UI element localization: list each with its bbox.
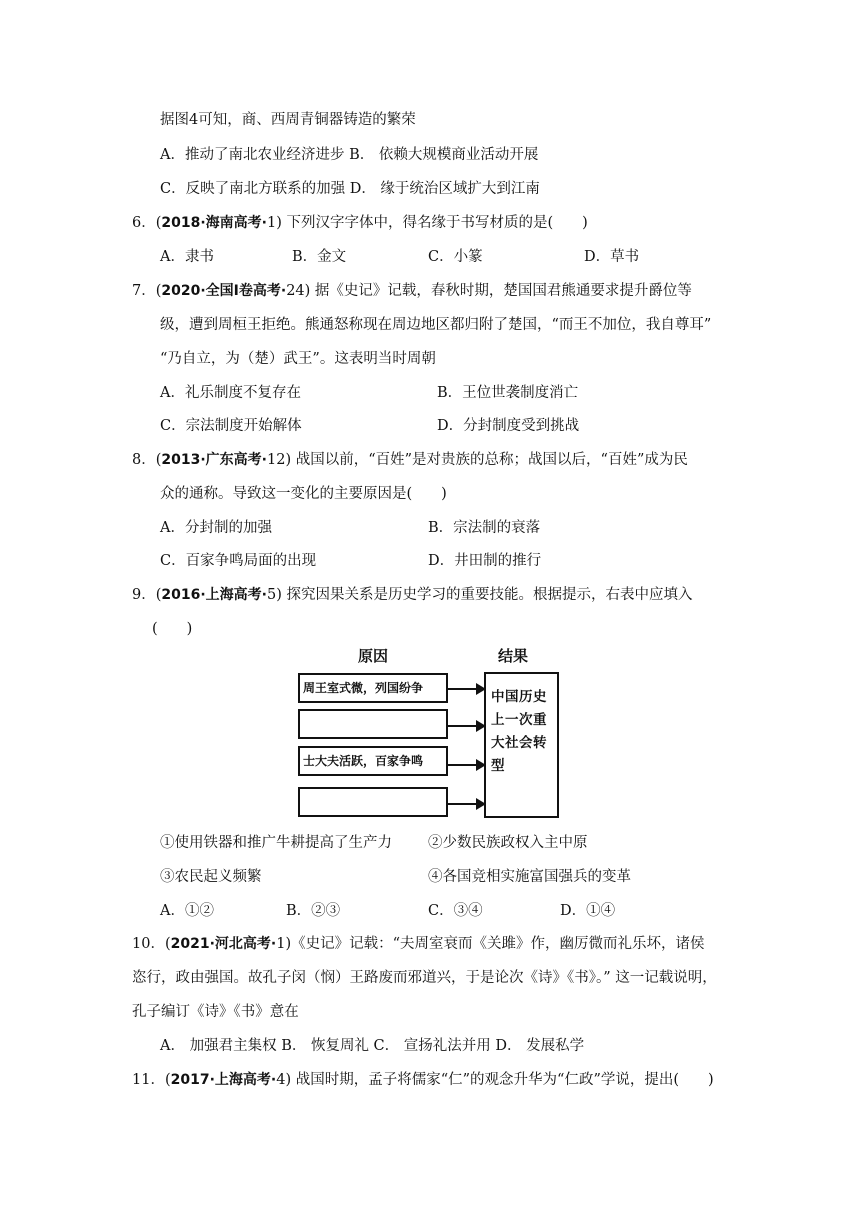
q7-stem: [132, 281, 692, 301]
cause-box-1: 周王室式微，列国纷争: [298, 673, 448, 703]
q9-number: 9．(: [132, 587, 162, 603]
q10-stem-text: 1)《史记》记载：“夫周室衰而《关雎》作，幽厉微而礼乐坏，诸侯: [276, 936, 705, 952]
q7-source: 2020·全国Ⅰ卷高考·: [161, 283, 287, 299]
q7-option-c: C．宗法制度开始解体: [160, 418, 302, 434]
q9-item-4: ④各国竞相实施富国强兵的变革: [428, 869, 631, 885]
q10-number: 10．(: [132, 936, 171, 952]
q6-stem: [132, 213, 588, 233]
q5-stem: 据图4可知，商、西周青铜器铸造的繁荣: [160, 112, 416, 128]
cause-box-3: 士大夫活跃，百家争鸣: [298, 746, 448, 776]
q6-option-d: D．草书: [584, 249, 640, 265]
arrow-4: [448, 803, 484, 805]
q8-stem-text: 12) 战国以前，“百姓”是对贵族的总称；战国以后，“百姓”成为民: [267, 452, 688, 468]
q10-stem: [132, 934, 705, 954]
q6-option-b: B．金文: [292, 249, 347, 265]
q6-option-a: A．隶书: [160, 249, 214, 265]
q9-item-1: ①使用铁器和推广牛耕提高了生产力: [160, 835, 392, 851]
arrow-3: [448, 764, 484, 766]
q6-number: 6．(: [132, 215, 162, 231]
q10-source: 2021·河北高考·: [170, 936, 277, 952]
q7-stem-line3: “乃自立，为（楚）武王”。这表明当时周朝: [160, 351, 436, 367]
q9-option-a: A．①②: [160, 903, 214, 919]
result-line-4: 型: [491, 758, 505, 774]
q8-number: 8．(: [132, 452, 162, 468]
cause-box-2-blank: [298, 709, 448, 739]
result-line-3: 大社会转: [491, 735, 547, 751]
q9-option-c: C．③④: [428, 903, 483, 919]
q8-option-c: C．百家争鸣局面的出现: [160, 553, 317, 569]
result-line-2: 上一次重: [491, 712, 547, 728]
cause-effect-diagram: [298, 645, 563, 825]
q5-options-row2: C．反映了南北方联系的加强 D． 缘于统治区域扩大到江南: [160, 181, 540, 197]
q9-stem-text: 5) 探究因果关系是历史学习的重要技能。根据提示，右表中应填入: [267, 587, 693, 603]
q10-options: A． 加强君主集权 B． 恢复周礼 C． 宣扬礼法并用 D． 发展私学: [160, 1038, 585, 1054]
q11-stem: [132, 1070, 714, 1090]
result-line-1: 中国历史: [491, 689, 547, 705]
q7-option-a: A．礼乐制度不复存在: [160, 385, 301, 401]
q9-item-2: ②少数民族政权入主中原: [428, 835, 588, 851]
result-header: 结果: [498, 647, 529, 665]
arrow-1: [448, 688, 484, 690]
q9-option-d: D．①④: [560, 903, 616, 919]
cause-header: 原因: [358, 647, 389, 665]
q7-option-b: B．王位世袭制度消亡: [437, 385, 579, 401]
q8-stem-line2: 众的通称。导致这一变化的主要原因是( ): [160, 486, 447, 502]
q11-stem-text: 4) 战国时期，孟子将儒家“仁”的观念升华为“仁政”学说，提出( ): [276, 1072, 714, 1088]
q9-item-3: ③农民起义频繁: [160, 869, 262, 885]
q8-stem: [132, 450, 688, 470]
q6-source: 2018·海南高考·: [161, 215, 267, 231]
q8-option-b: B．宗法制的衰落: [428, 520, 541, 536]
q8-option-a: A．分封制的加强: [160, 520, 272, 536]
q9-answer-blank: ( ): [152, 621, 193, 637]
q8-source: 2013·广东高考·: [161, 452, 267, 468]
arrow-2: [448, 725, 484, 727]
q9-stem: [132, 585, 693, 605]
q6-option-c: C．小篆: [428, 249, 483, 265]
q9-source: 2016·上海高考·: [161, 587, 267, 603]
q11-source: 2017·上海高考·: [170, 1072, 277, 1088]
q7-option-d: D．分封制度受到挑战: [437, 418, 580, 434]
q7-stem-text: 24) 据《史记》记载，春秋时期，楚国国君熊通要求提升爵位等: [286, 283, 692, 299]
q6-stem-text: 1) 下列汉字字体中，得名缘于书写材质的是( ): [267, 215, 588, 231]
result-box: [484, 672, 559, 818]
q11-number: 11．(: [132, 1072, 171, 1088]
q8-option-d: D．井田制的推行: [428, 553, 542, 569]
q7-stem-line2: 级，遭到周桓王拒绝。熊通怒称现在周边地区都归附了楚国，“而王不加位，我自尊耳”: [160, 317, 712, 333]
cause-box-4-blank: [298, 787, 448, 817]
q9-option-b: B．②③: [286, 903, 341, 919]
q10-stem-line2: 恣行，政由强国。故孔子闵（悯）王路废而邪道兴，于是论次《诗》《书》。” 这一记载说明，: [132, 970, 717, 986]
q7-number: 7．(: [132, 283, 162, 299]
q10-stem-line3: 孔子编订《诗》《书》意在: [132, 1004, 299, 1020]
q5-options-row1: A．推动了南北农业经济进步 B． 依赖大规模商业活动开展: [160, 147, 539, 163]
